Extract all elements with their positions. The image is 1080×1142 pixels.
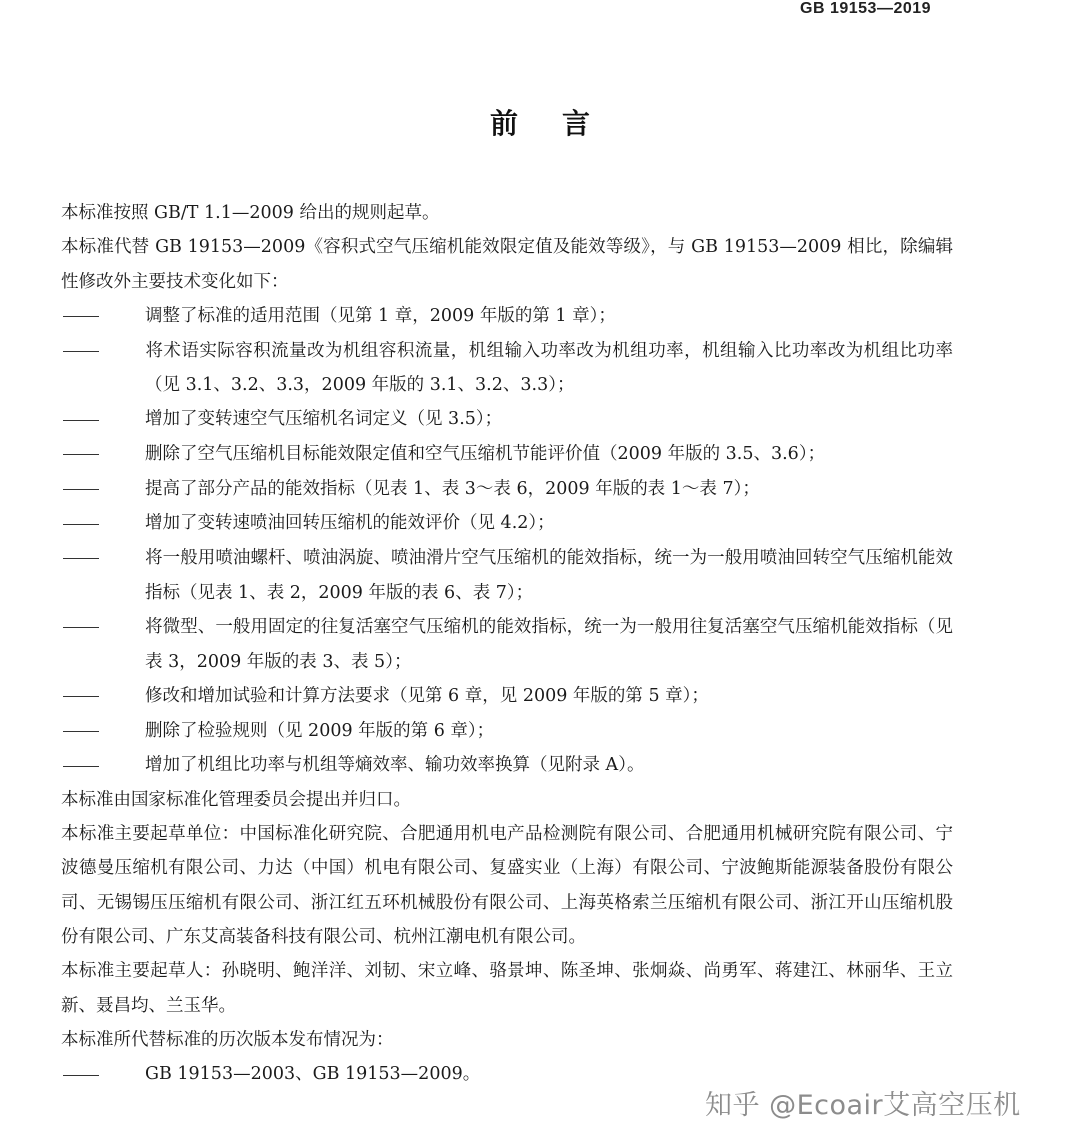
dash-mark bbox=[61, 541, 145, 575]
change-item-text: 增加了变转速喷油回转压缩机的能效评价（见 4.2）； bbox=[145, 513, 555, 534]
change-item-text: 提高了部分产品的能效指标（见表 1、表 3～表 6，2009 年版的表 1～表 7）； bbox=[145, 478, 760, 499]
change-item bbox=[61, 472, 953, 507]
change-item bbox=[61, 299, 953, 334]
change-item bbox=[61, 402, 953, 437]
change-item bbox=[61, 506, 953, 541]
dash-mark bbox=[61, 472, 145, 506]
dash-mark bbox=[61, 1058, 145, 1092]
dash-mark bbox=[61, 437, 145, 471]
change-item-text: 删除了空气压缩机目标能效限定值和空气压缩机节能评价值（2009 年版的 3.5、3.6）； bbox=[145, 444, 826, 465]
change-item bbox=[61, 334, 953, 403]
dash-mark bbox=[61, 610, 145, 644]
change-item-text: 将一般用喷油螺杆、喷油涡旋、喷油滑片空气压缩机的能效指标，统一为一般用喷油回转空气压缩机能效指标（见表 1、表 2，2009 年版的表 6、表 7）； bbox=[145, 548, 953, 603]
change-item-text: 修改和增加试验和计算方法要求（见第 6 章，见 2009 年版的第 5 章）； bbox=[145, 685, 709, 706]
change-item bbox=[61, 610, 953, 679]
change-item-text: 将微型、一般用固定的往复活塞空气压缩机的能效指标，统一为一般用往复活塞空气压缩机能效指标（见表 3，2009 年版的表 3、表 5）； bbox=[145, 616, 953, 672]
document-body bbox=[61, 196, 953, 1092]
paragraph-replacement: 本标准代替 GB 19153—2009《容积式空气压缩机能效限定值及能效等级》，与 GB 19153—2009 相比，除编辑性修改外主要技术变化如下： bbox=[61, 237, 953, 292]
change-item-text: 删除了检验规则（见 2009 年版的第 6 章）； bbox=[145, 720, 495, 741]
change-item bbox=[61, 679, 953, 714]
dash-mark bbox=[61, 403, 145, 437]
paragraph-drafting-units: 本标准主要起草单位：中国标准化研究院、合肥通用机电产品检测院有限公司、合肥通用机械研究院有限公司、宁波德曼压缩机有限公司、力达（中国）机电有限公司、复盛实业（上海）有限公司、宁波鲍斯能源装备股份有限公司、无锡锡压压缩机有限公司、浙江红五环机械股份有限公司、上海英格索兰压缩机有限公司、浙江开山压缩机股份有限公司、广东艾高装备科技有限公司、杭州江潮电机有限公司。 bbox=[61, 824, 953, 948]
page-title: 前言 bbox=[489, 107, 634, 140]
standard-number: GB 19153—2019 bbox=[800, 0, 932, 17]
paragraph-version-history: 本标准所代替标准的历次版本发布情况为： bbox=[61, 1029, 394, 1050]
change-item bbox=[61, 541, 953, 610]
change-item bbox=[61, 437, 953, 472]
dash-mark bbox=[61, 507, 145, 541]
change-item-text: 将术语实际容积流量改为机组容积流量，机组输入功率改为机组功率，机组输入比功率改为机组比功率（见 3.1、3.2、3.3，2009 年版的 3.1、3.2、3.3）； bbox=[145, 340, 953, 396]
dash-mark bbox=[61, 714, 145, 748]
previous-versions-text: GB 19153—2003、GB 19153—2009。 bbox=[145, 1064, 481, 1085]
dash-mark bbox=[61, 299, 145, 333]
dash-mark bbox=[61, 749, 145, 783]
paragraph-drafting-rules: 本标准按照 GB/T 1.1—2009 给出的规则起草。 bbox=[61, 203, 440, 223]
change-item bbox=[61, 714, 953, 749]
dash-mark bbox=[61, 334, 145, 368]
change-item-text: 调整了标准的适用范围（见第 1 章，2009 年版的第 1 章）； bbox=[145, 305, 616, 326]
change-item-text: 增加了机组比功率与机组等熵效率、输功效率换算（见附录 A）。 bbox=[145, 755, 645, 776]
change-item-text: 增加了变转速空气压缩机名词定义（见 3.5）； bbox=[145, 409, 503, 430]
paragraph-drafters: 本标准主要起草人：孙晓明、鲍洋洋、刘韧、宋立峰、骆景坤、陈圣坤、张炯焱、尚勇军、蒋建江、林丽华、王立新、聂昌均、兰玉华。 bbox=[61, 961, 953, 1016]
watermark: 知乎 @Ecoair艾高空压机 bbox=[705, 1090, 1021, 1121]
change-item bbox=[61, 748, 953, 783]
dash-mark bbox=[61, 679, 145, 713]
paragraph-proposer: 本标准由国家标准化管理委员会提出并归口。 bbox=[61, 789, 411, 810]
